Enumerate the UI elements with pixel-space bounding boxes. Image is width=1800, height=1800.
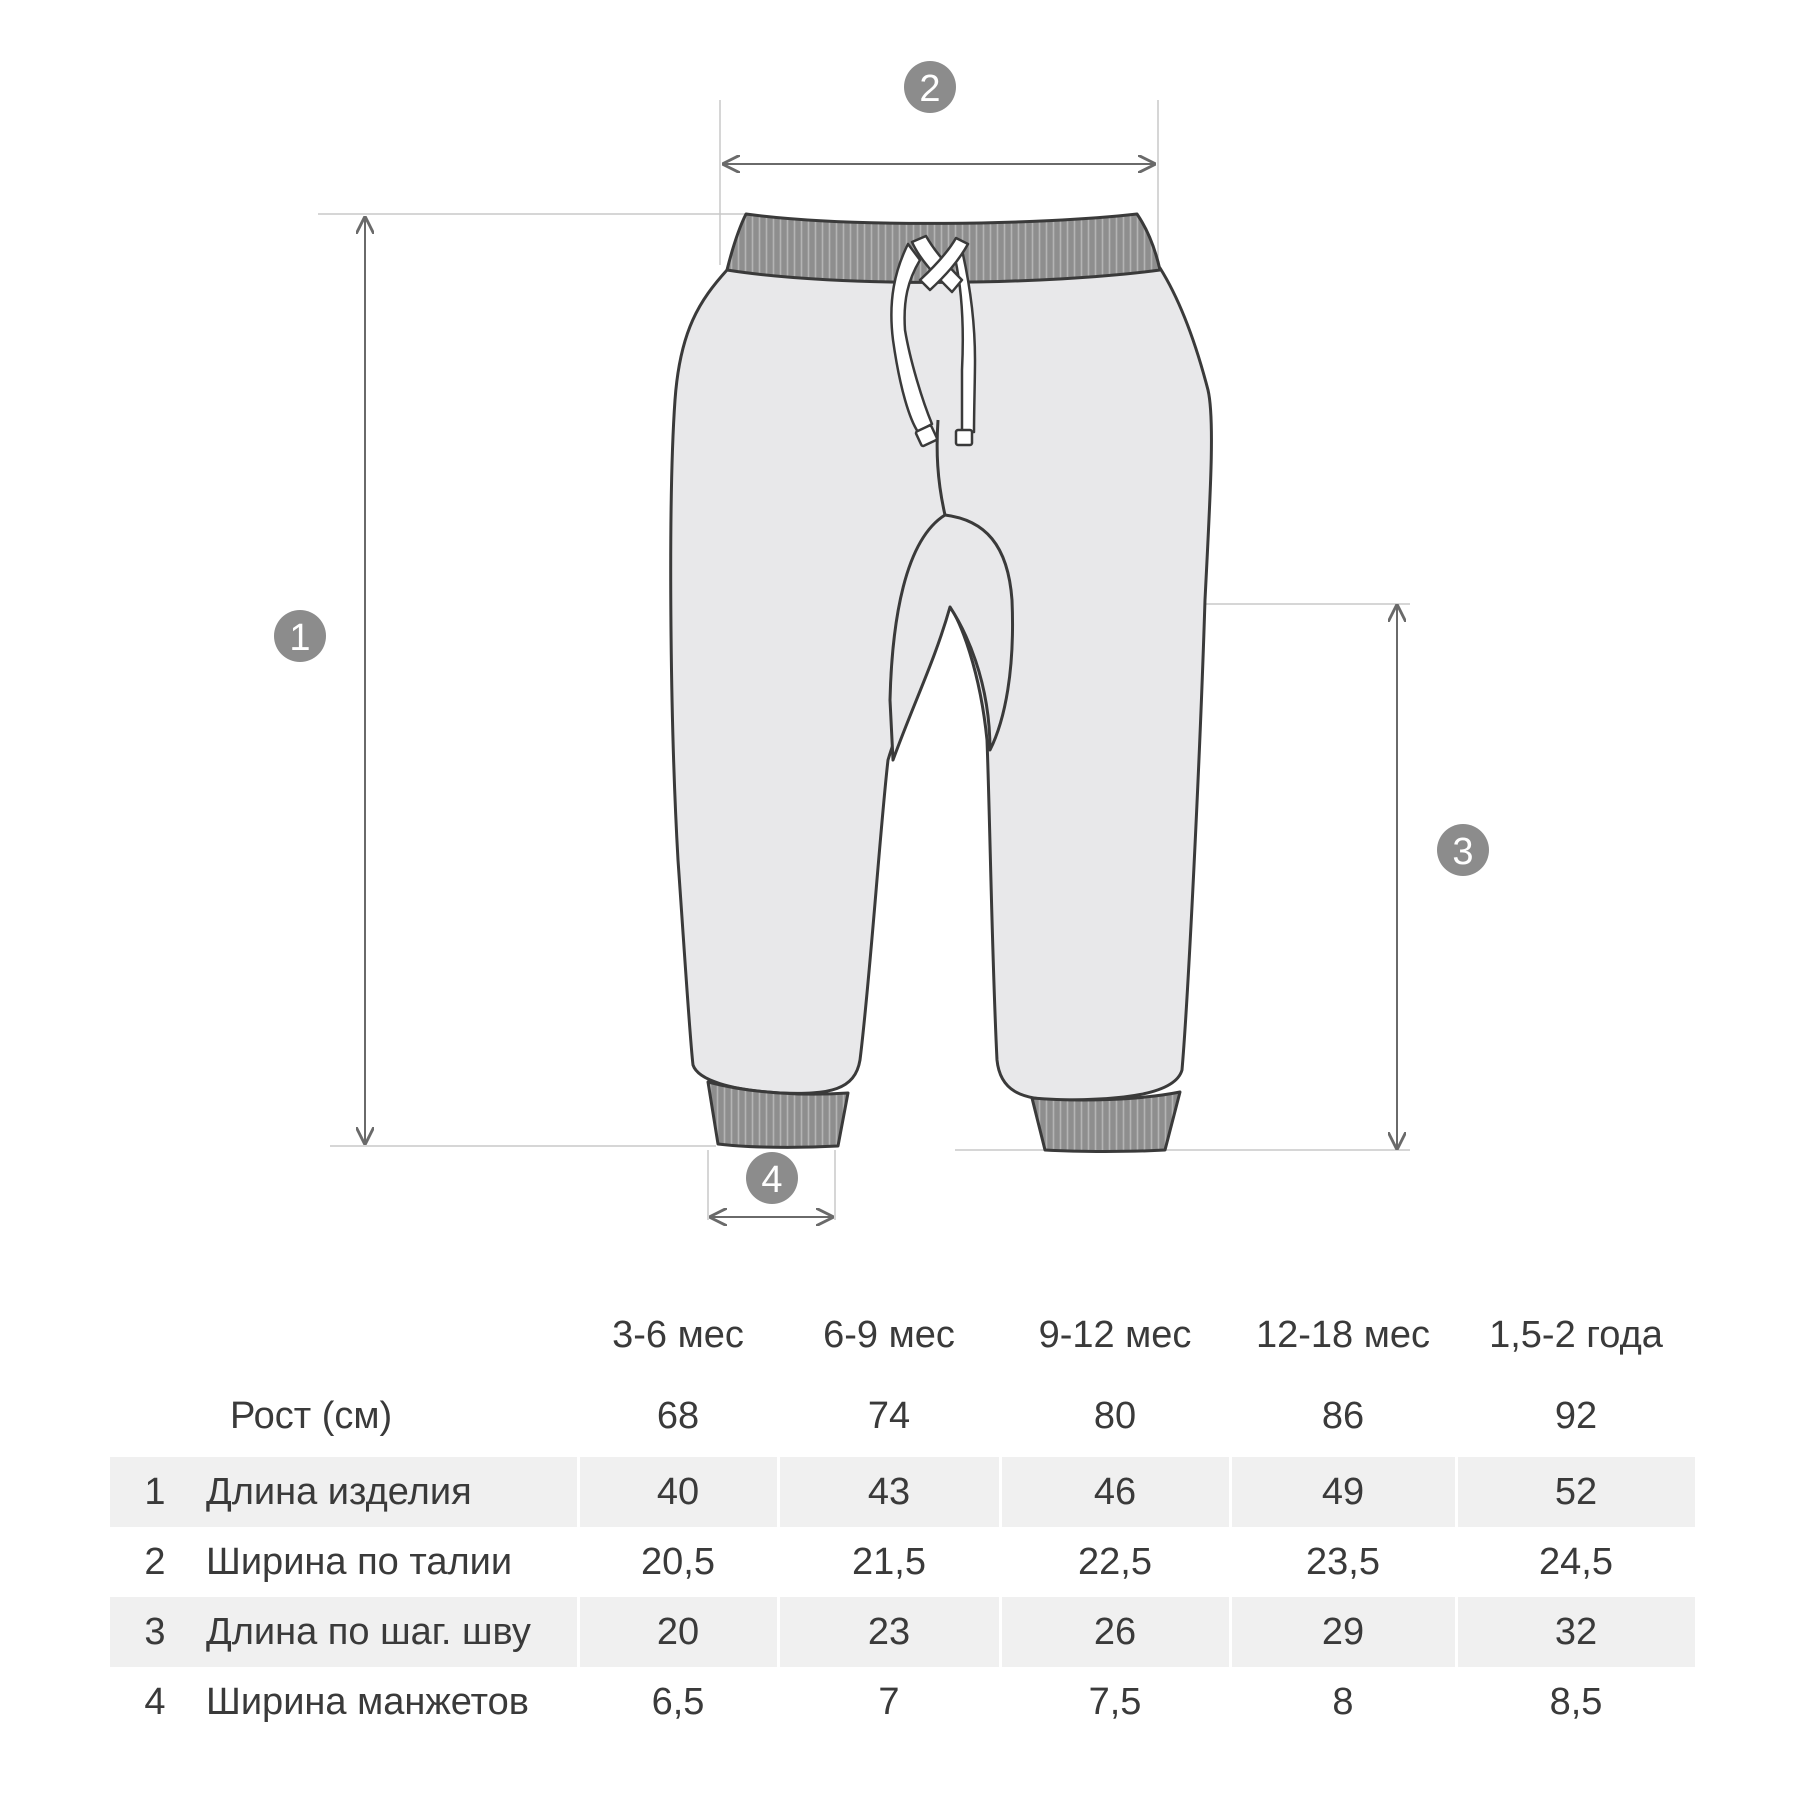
table-cell: 80 bbox=[1093, 1394, 1137, 1437]
row-label: Ширина по талии bbox=[206, 1540, 513, 1583]
height-row-label: Рост (см) bbox=[230, 1394, 393, 1437]
row-label: Длина по шаг. шву bbox=[200, 1597, 578, 1667]
table-cell: 8 bbox=[1332, 1680, 1354, 1723]
pants-illustration bbox=[671, 214, 1212, 1152]
table-cell: 46 bbox=[1000, 1457, 1230, 1527]
row-number: 1 bbox=[110, 1457, 200, 1527]
badge-2 bbox=[904, 61, 956, 113]
size-chart-table bbox=[110, 1295, 1698, 1737]
badge-2-label: 2 bbox=[919, 68, 941, 110]
table-row bbox=[110, 1527, 1696, 1597]
row-label: Ширина манжетов bbox=[206, 1680, 529, 1723]
table-cell: 29 bbox=[1230, 1597, 1456, 1667]
table-cell: 8,5 bbox=[1549, 1680, 1603, 1723]
pants-body bbox=[671, 268, 1212, 1100]
badge-4 bbox=[746, 1152, 798, 1204]
size-header: 3-6 мес bbox=[612, 1313, 744, 1356]
table-cell: 52 bbox=[1456, 1457, 1696, 1527]
table-cell: 26 bbox=[1000, 1597, 1230, 1667]
size-header: 9-12 мес bbox=[1038, 1313, 1192, 1356]
size-header: 12-18 мес bbox=[1255, 1313, 1430, 1356]
table-cell: 20,5 bbox=[641, 1540, 715, 1583]
badge-1 bbox=[274, 610, 326, 662]
table-row bbox=[110, 1667, 1696, 1737]
size-header: 6-9 мес bbox=[823, 1313, 955, 1356]
table-cell: 23 bbox=[778, 1597, 1000, 1667]
table-cell: 23,5 bbox=[1306, 1540, 1380, 1583]
table-cell: 22,5 bbox=[1078, 1540, 1152, 1583]
table-row bbox=[110, 1597, 1696, 1667]
table-cell: 49 bbox=[1230, 1457, 1456, 1527]
size-header-row bbox=[110, 1295, 1696, 1375]
right-cuff bbox=[1032, 1092, 1180, 1152]
table-cell: 40 bbox=[578, 1457, 778, 1527]
table-cell: 68 bbox=[656, 1394, 700, 1437]
table-cell: 86 bbox=[1321, 1394, 1365, 1437]
table-cell: 21,5 bbox=[852, 1540, 926, 1583]
table-cell: 92 bbox=[1554, 1394, 1598, 1437]
row-number: 2 bbox=[144, 1540, 166, 1583]
table-cell: 20 bbox=[578, 1597, 778, 1667]
badge-4-label: 4 bbox=[761, 1159, 783, 1201]
table-cell: 7 bbox=[878, 1680, 900, 1723]
badge-1-label: 1 bbox=[289, 617, 311, 659]
table-cell: 43 bbox=[778, 1457, 1000, 1527]
table-cell: 6,5 bbox=[651, 1680, 705, 1723]
table-cell: 24,5 bbox=[1539, 1540, 1613, 1583]
row-label: Длина изделия bbox=[200, 1457, 578, 1527]
height-row bbox=[110, 1375, 1696, 1457]
row-number: 3 bbox=[110, 1597, 200, 1667]
size-header: 1,5-2 года bbox=[1489, 1313, 1663, 1356]
table-cell: 7,5 bbox=[1088, 1680, 1142, 1723]
table-cell: 74 bbox=[867, 1394, 911, 1437]
badge-3-label: 3 bbox=[1452, 831, 1474, 873]
row-number: 4 bbox=[144, 1680, 166, 1723]
table-cell: 32 bbox=[1456, 1597, 1696, 1667]
table-row bbox=[110, 1457, 1696, 1527]
badge-3 bbox=[1437, 824, 1489, 876]
